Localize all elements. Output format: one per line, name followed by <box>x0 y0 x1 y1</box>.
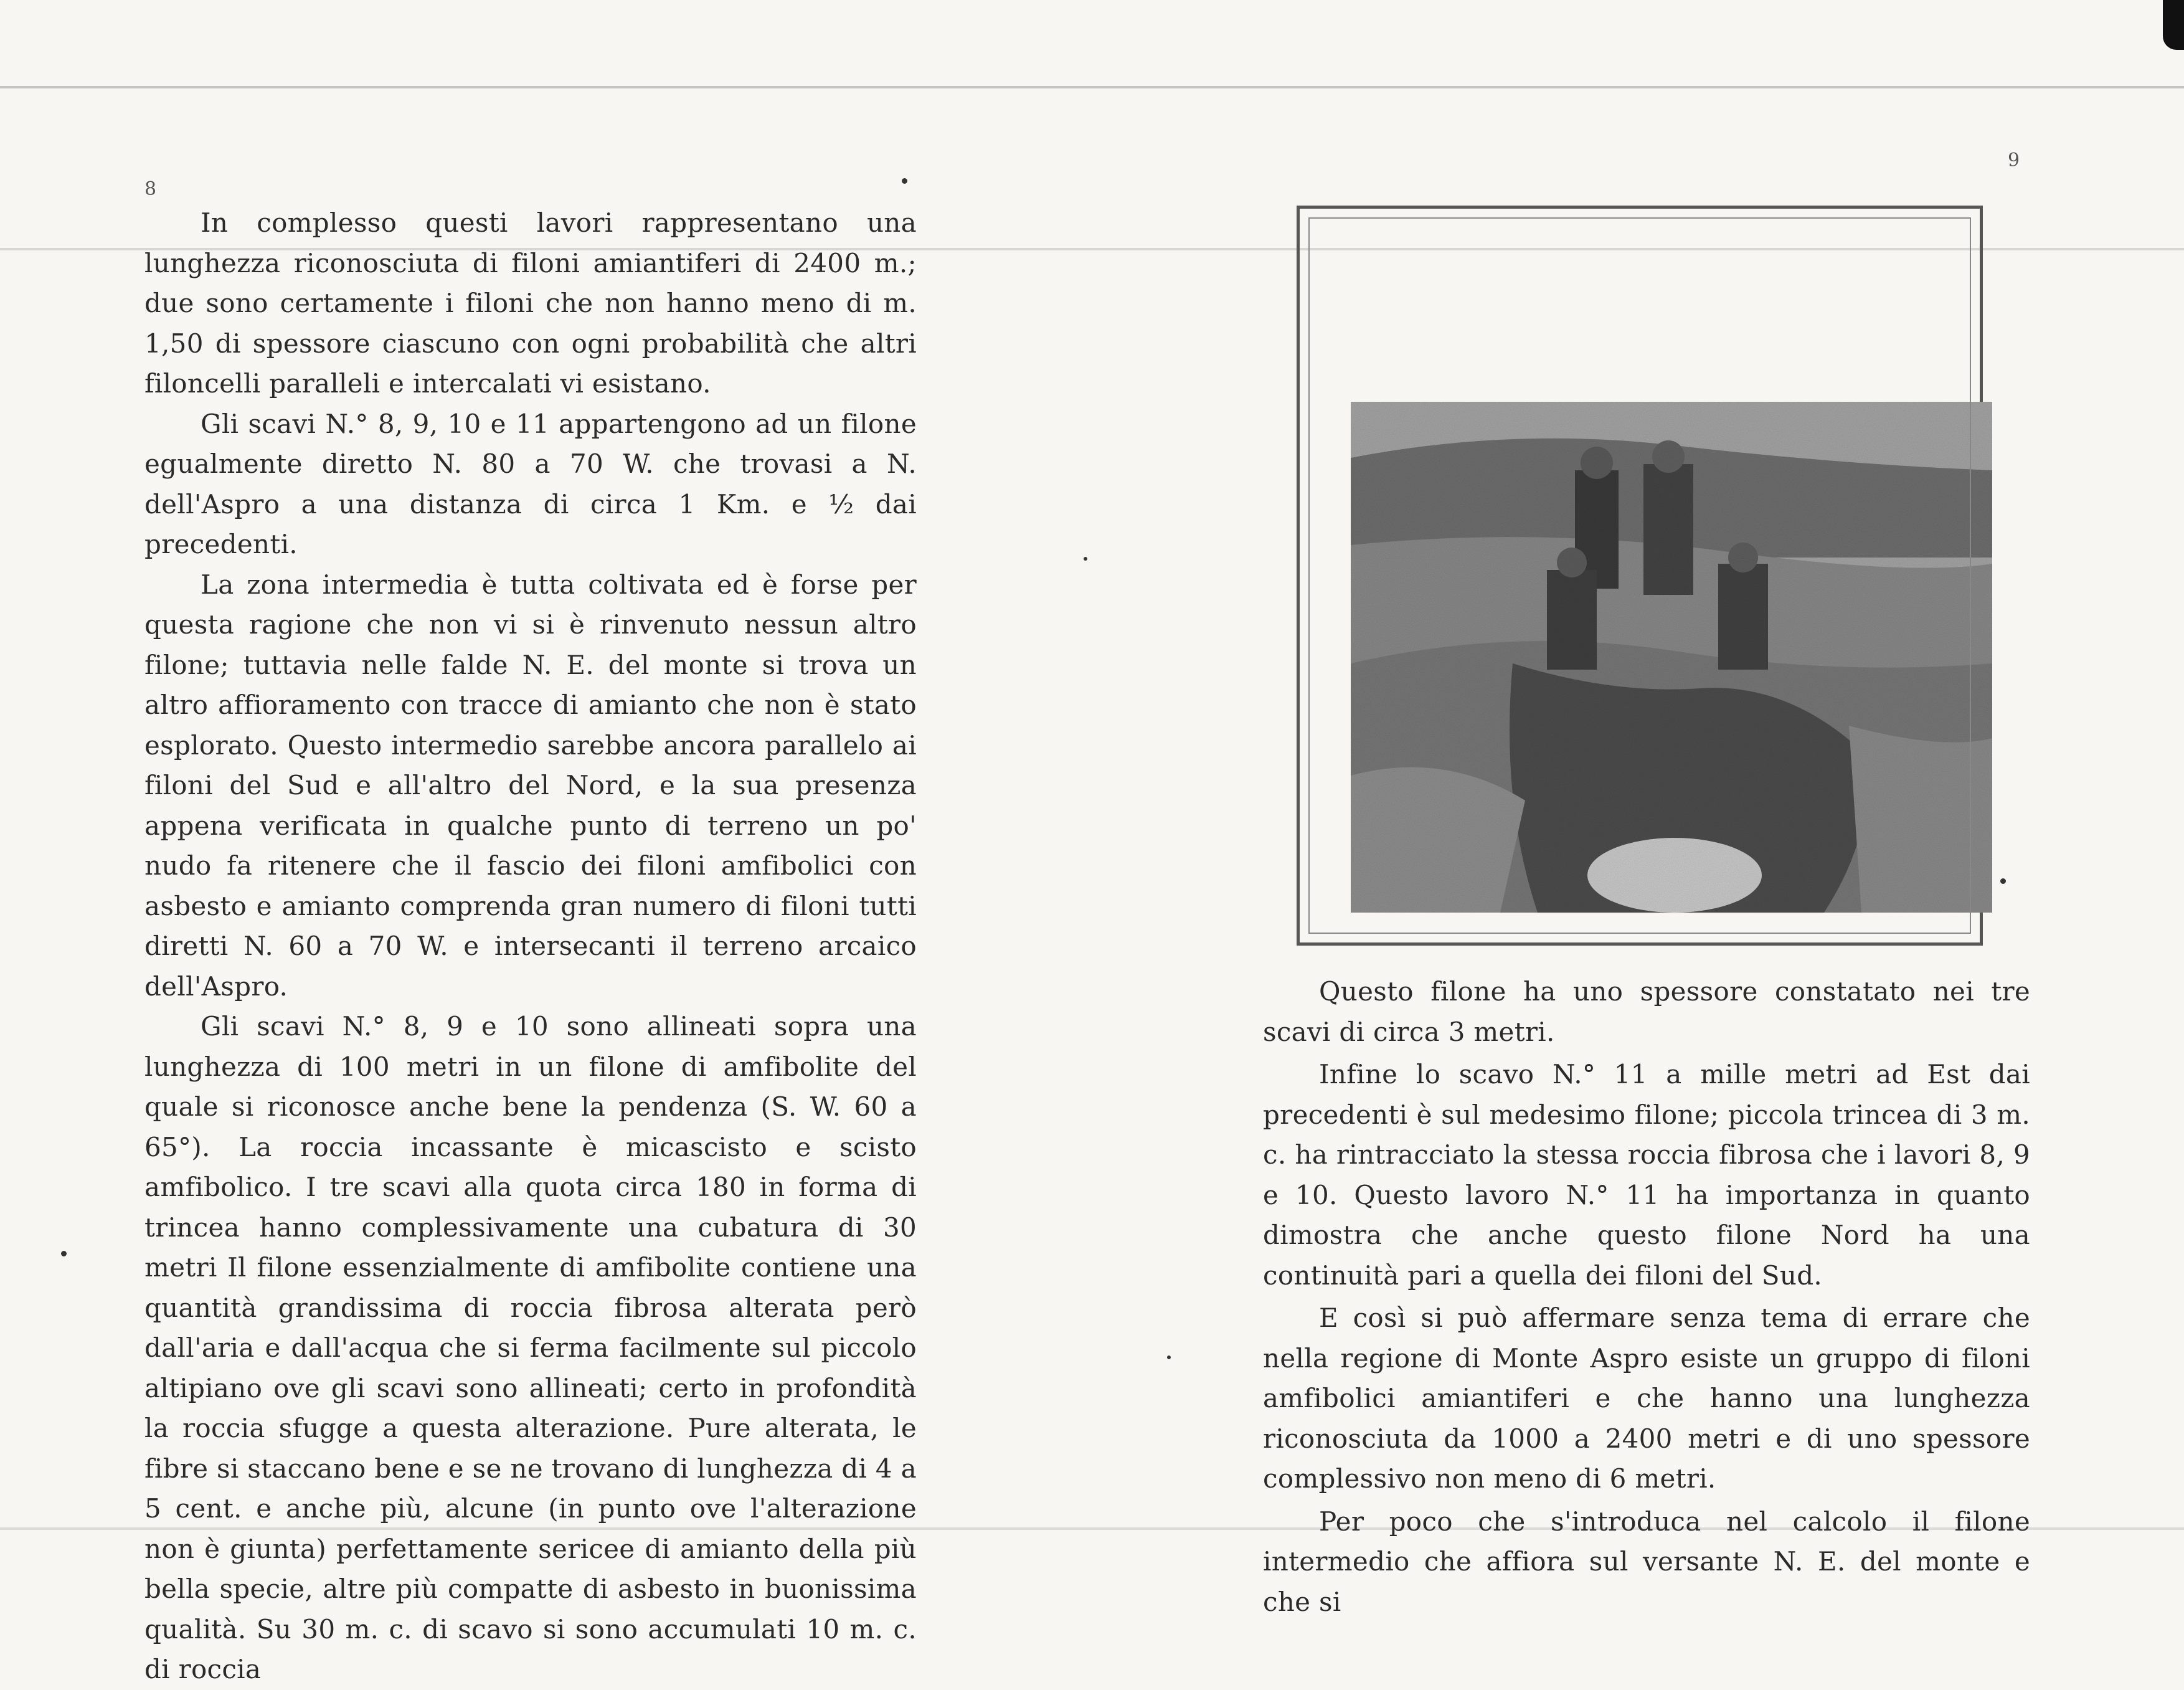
photograph <box>1351 402 1992 913</box>
scan-speck <box>2000 878 2006 884</box>
paragraph: La zona intermedia è tutta coltivata ed è forse per questa ragione che non vi si è rinvenuto nessun altro filone; tuttavia nelle falde N. E. del monte si trova un altro affioramento con tracce di amianto che non è stato esplorato. Questo intermedio sarebbe ancora parallelo ai filoni del Sud e all'altro del Nord, e la sua presenza appena verificata in qualche punto di terreno un po' nudo fa ritenere che il fascio dei filoni amfibolici con asbesto e amianto comprenda gran numero di filoni tutti diretti N. 60 a 70 W. e intersecanti il terreno arcaico dell'Aspro. <box>144 569 917 1002</box>
photo-frame <box>1297 206 1983 946</box>
paragraph: Per poco che s'introduca nel calcolo il filone intermedio che affiora sul versante N. E. del monte e che si <box>1263 1506 2030 1617</box>
scan-speck <box>1167 1355 1171 1359</box>
scan-speck <box>902 178 907 184</box>
page-number-right: 9 <box>2008 150 2020 171</box>
photograph-image <box>1351 402 1992 913</box>
scan-speck <box>61 1251 67 1256</box>
paragraph: Infine lo scavo N.° 11 a mille metri ad Est dai precedenti è sul medesimo filone; piccola trincea di 3 m. c. ha rintracciato la stessa roccia fibrosa che i lavori 8, 9 e 10. Questo lavoro N.° 11 ha importanza in quanto dimostra che anche questo filone Nord ha una continuità pari a quella dei filoni del Sud. <box>1263 1059 2030 1291</box>
scan-corner-mark <box>2163 0 2184 50</box>
paragraph: Questo filone ha uno spessore constatato nei tre scavi di circa 3 metri. <box>1263 976 2030 1047</box>
paragraph: In complesso questi lavori rappresentano una lunghezza riconosciuta di filoni amiantiferi di 2400 m.; due sono certamente i filoni che non hanno meno di m. 1,50 di spessore ciascuno con ogni probabilità che altri filoncelli paralleli e intercalati vi esistano. <box>144 207 917 399</box>
scan-speck <box>1084 557 1087 561</box>
paragraph: Gli scavi N.° 8, 9, 10 e 11 appartengono ad un filone egualmente diretto N. 80 a 70 W. che trovasi a N. dell'Aspro a una distanza di circa 1 Km. e ½ dai precedenti. <box>144 408 917 559</box>
page-number-left: 8 <box>144 178 157 200</box>
left-page-text <box>144 203 917 1690</box>
right-page-text <box>1263 972 2030 1625</box>
scan-line-top <box>0 86 2184 88</box>
paragraph: Gli scavi N.° 8, 9 e 10 sono allineati sopra una lunghezza di 100 metri in un filone di amfibolite del quale si riconosce anche bene la pendenza (S. W. 60 a 65°). La roccia incassante è micascisto e scisto amfibolico. I tre scavi alla quota circa 180 in forma di trincea hanno complessivamente una cubatura di 30 metri Il filone essenzialmente di amfibolite contiene una quantità grandissima di roccia fibrosa alterata però dall'aria e dall'acqua che si ferma facilmente sul piccolo altipiano ove gli scavi sono allineati; certo in profondità la roccia sfugge a questa alterazione. Pure alterata, le fibre si staccano bene e se ne trovano di lunghezza di 4 a 5 cent. e anche più, alcune (in punto ove l'alterazione non è giunta) perfettamente sericee di amianto della più bella specie, altre più compatte di asbesto in buonissima qualità. Su 30 m. c. di scavo si sono accumulati 10 m. c. di roccia <box>144 1011 917 1684</box>
paragraph: E così si può affermare senza tema di errare che nella regione di Monte Aspro esiste un gruppo di filoni amfibolici amiantiferi e che hanno una lunghezza riconosciuta da 1000 a 2400 metri e di uno spessore complessivo non meno di 6 metri. <box>1263 1303 2030 1494</box>
